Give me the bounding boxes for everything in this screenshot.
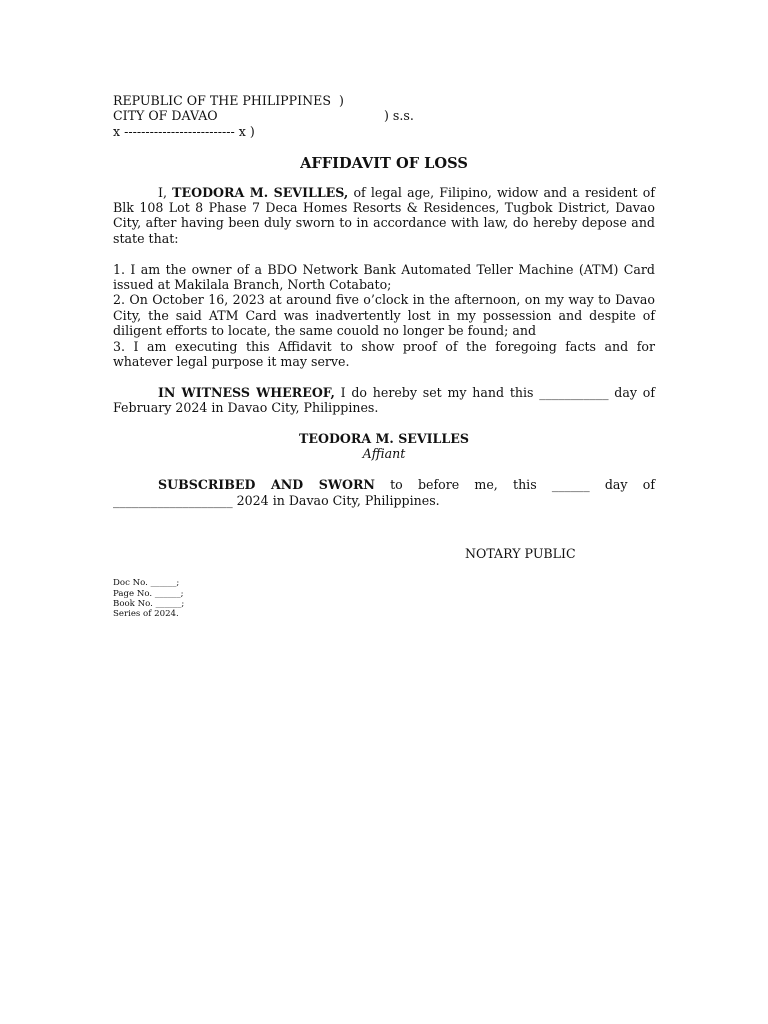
affidavit-document: [113, 93, 655, 619]
affiant-signature-name: TEODORA M. SEVILLES: [299, 431, 469, 447]
caption-x-line: x -------------------------- x ): [113, 123, 255, 139]
witness-lead: IN WITNESS WHEREOF,: [158, 384, 335, 400]
intro-paragraph: [113, 185, 655, 247]
series: Series of 2024.: [113, 609, 179, 620]
caption-paren-1: ): [339, 93, 344, 108]
jurat-lead: SUBSCRIBED AND SWORN: [158, 477, 375, 493]
affiant-name-inline: TEODORA M. SEVILLES,: [172, 184, 349, 200]
statement-item-2: 2. On October 16, 2023 at around five o’clock in the afternoon, on my way to Davao City, the said ATM Card was inadvertently lost in my possession and despite of diligent efforts to locate, the same couold no longer be found; and: [113, 292, 655, 339]
caption-ss: ) s.s.: [384, 108, 414, 124]
statement-item-3: 3. I am executing this Affidavit to show proof of the foregoing facts and for whatever legal purpose it may serve.: [113, 338, 655, 370]
intro-text: of legal age, Filipino, widow and a resident of Blk 108 Lot 8 Phase 7 Deca Homes Resorts & Residences, Tugbok District, Davao City, after having been duly sworn to in accordance with law, do hereby depose and state that:: [113, 184, 655, 246]
book-no: Book No. ______;: [113, 598, 185, 609]
notary-signature-block: [113, 546, 655, 561]
witness-paragraph: [113, 385, 655, 416]
caption-republic: REPUBLIC OF THE PHILIPPINES: [113, 93, 331, 108]
doc-no: Doc No. ______;: [113, 578, 180, 589]
caption-line-x: [113, 124, 655, 139]
jurat-paragraph: [113, 477, 655, 508]
notarial-register-info: [113, 578, 655, 619]
statement-item-1: 1. I am the owner of a BDO Network Bank Automated Teller Machine (ATM) Card issued at Makilala Branch, North Cotabato;: [113, 261, 655, 292]
document-title: AFFIDAVIT OF LOSS: [300, 155, 468, 173]
witness-text: I do hereby set my hand this ___________ day of February 2024 in Davao City, Philippines.: [113, 384, 655, 416]
affiant-role: Affiant: [362, 446, 406, 462]
intro-pre: I,: [158, 184, 173, 200]
notary-public-label: NOTARY PUBLIC: [465, 546, 576, 562]
page-no: Page No. ______;: [113, 588, 184, 599]
caption-city: CITY OF DAVAO: [113, 108, 218, 124]
jurat-text: to before me, this ______ day of ___________________ 2024 in Davao City, Philippines.: [113, 477, 655, 508]
caption-line-republic: [113, 93, 655, 108]
caption-line-city: [113, 108, 655, 123]
